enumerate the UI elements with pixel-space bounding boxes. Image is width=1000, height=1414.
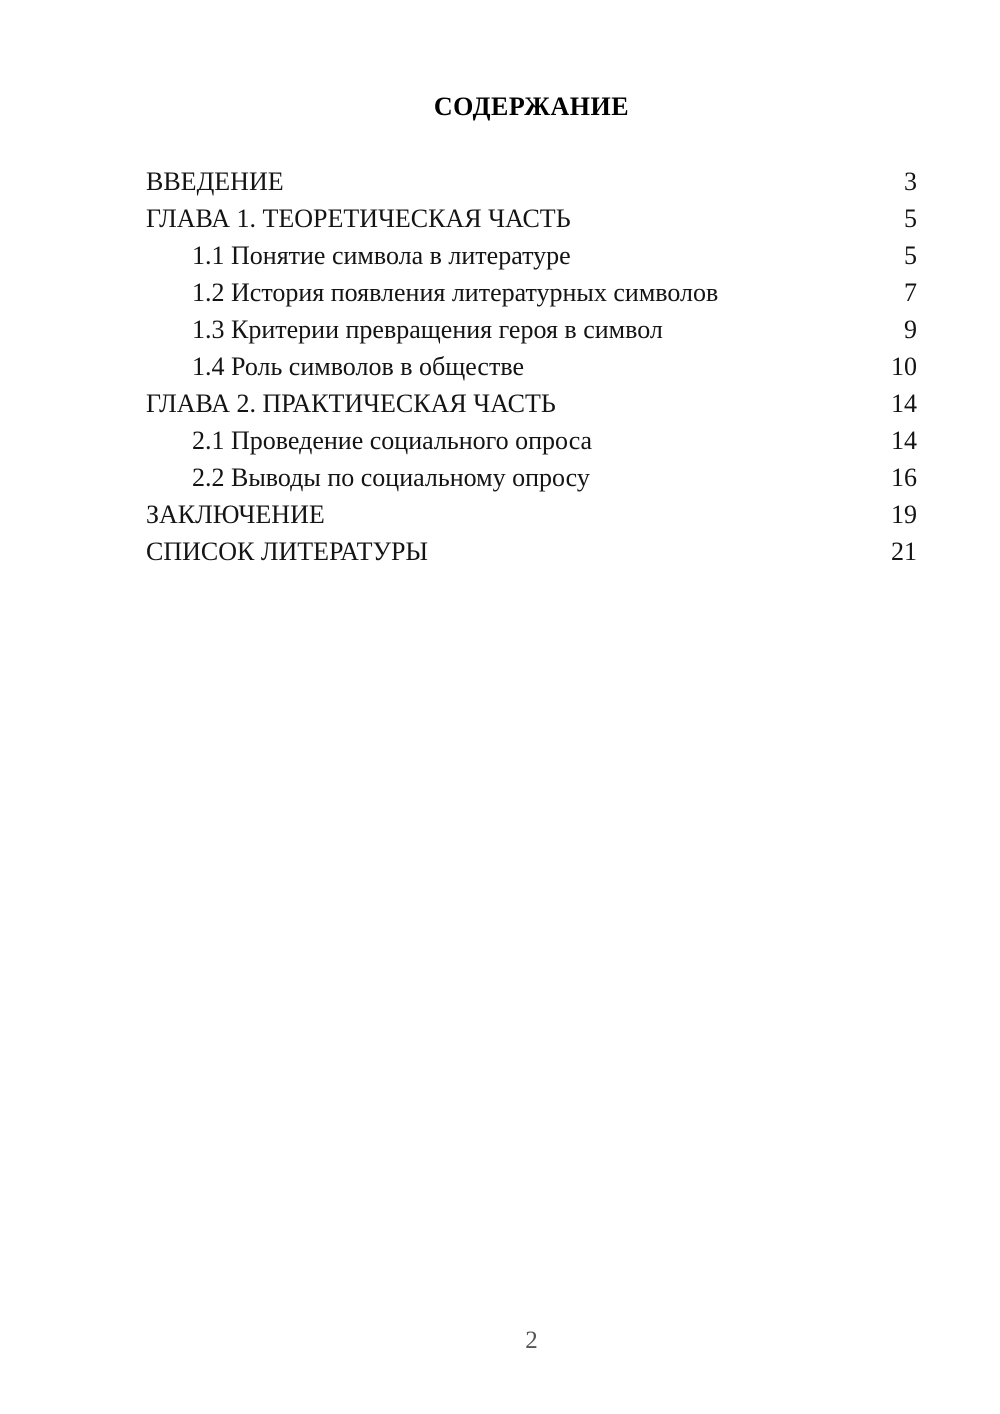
toc-entry-label: 1.2 История появления литературных символов [192, 278, 719, 307]
toc-entry-label: 2.2 Выводы по социальному опросу [192, 463, 590, 492]
toc-entry [146, 496, 917, 533]
toc-entry-page: 5 [904, 204, 917, 233]
toc-entry-page: 14 [891, 389, 917, 418]
toc-entry [146, 163, 917, 200]
page-title: СОДЕРЖАНИЕ [433, 92, 630, 121]
toc-entry [146, 274, 917, 311]
toc-entry-page: 5 [904, 241, 917, 270]
toc-entry-label: ГЛАВА 1. ТЕОРЕТИЧЕСКАЯ ЧАСТЬ [146, 204, 571, 233]
toc-entry-page: 9 [904, 315, 917, 344]
toc-entry [146, 422, 917, 459]
toc-entry-page: 19 [891, 500, 917, 529]
page-number: 2 [525, 1327, 538, 1354]
toc-entry-label: 1.1 Понятие символа в литературе [192, 241, 571, 270]
toc-entry-label: ЗАКЛЮЧЕНИЕ [146, 500, 325, 529]
toc-entry-page: 10 [891, 352, 917, 381]
toc-entry-page: 7 [904, 278, 917, 307]
toc-entry [146, 385, 917, 422]
toc-entry-label: СПИСОК ЛИТЕРАТУРЫ [146, 537, 429, 566]
toc-entry-label: ГЛАВА 2. ПРАКТИЧЕСКАЯ ЧАСТЬ [146, 389, 556, 418]
toc-entry [146, 237, 917, 274]
toc-entry-page: 14 [891, 426, 917, 455]
toc-entry-label: 1.3 Критерии превращения героя в символ [192, 315, 663, 344]
toc-list [146, 163, 917, 570]
toc-entry-page: 21 [891, 537, 917, 566]
toc-entry [146, 200, 917, 237]
toc-entry-page: 3 [904, 167, 917, 196]
toc-entry [146, 311, 917, 348]
toc-entry [146, 459, 917, 496]
toc-entry [146, 348, 917, 385]
toc-entry-label: 1.4 Роль символов в обществе [192, 352, 524, 381]
toc-entry [146, 533, 917, 570]
toc-entry-label: ВВЕДЕНИЕ [146, 167, 284, 196]
content-block [0, 0, 1000, 570]
toc-entry-page: 16 [891, 463, 917, 492]
toc-entry-label: 2.1 Проведение социального опроса [192, 426, 593, 455]
